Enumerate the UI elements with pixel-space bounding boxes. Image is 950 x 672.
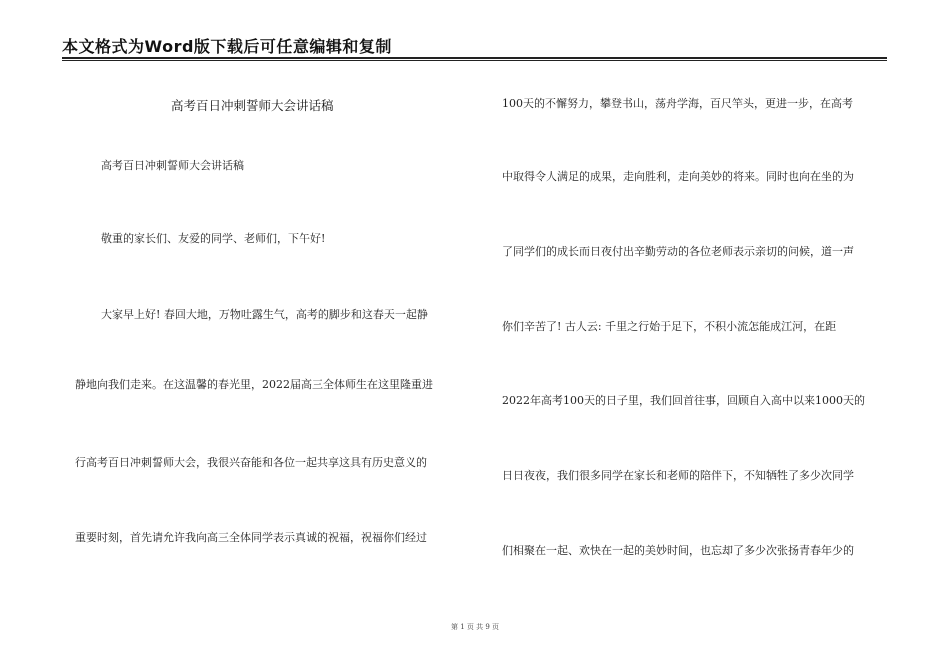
- header-rule: [62, 57, 887, 59]
- left-line-2: 敬重的家长们、友爱的同学、老师们，下午好!: [101, 232, 326, 245]
- document-banner: 本文格式为Word版下载后可任意编辑和复制: [62, 37, 392, 56]
- left-line-1: 高考百日冲刺誓师大会讲话稿: [101, 159, 244, 172]
- right-line-2: 中取得令人满足的成果，走向胜利，走向美妙的将来。同时也向在坐的为: [502, 170, 854, 183]
- right-line-3: 了同学们的成长而日夜付出辛勤劳动的各位老师表示亲切的问候，道一声: [502, 245, 854, 258]
- left-line-3: 大家早上好! 春回大地，万物吐露生气，高考的脚步和这春天一起静: [101, 308, 428, 321]
- right-line-1: 100天的不懈努力，攀登书山，荡舟学海，百尺竿头，更进一步，在高考: [502, 97, 853, 110]
- right-line-7: 们相聚在一起、欢快在一起的美妙时间，也忘却了多少次张扬青春年少的: [502, 544, 854, 557]
- left-line-5: 行高考百日冲刺誓师大会，我很兴奋能和各位一起共享这具有历史意义的: [75, 456, 427, 469]
- right-line-6: 日日夜夜，我们很多同学在家长和老师的陪伴下，不知牺牲了多少次同学: [502, 469, 854, 482]
- document-title: 高考百日冲刺誓师大会讲话稿: [171, 98, 334, 113]
- header-rule-thin: [62, 60, 887, 61]
- left-line-4: 静地向我们走来。在这温馨的春光里，2022届高三全体师生在这里隆重进: [75, 378, 433, 391]
- right-line-5: 2022年高考100天的日子里，我们回首往事，回顾自入高中以来1000天的: [502, 394, 865, 407]
- right-line-4: 你们辛苦了! 古人云: 千里之行始于足下，不积小流怎能成江河，在距: [502, 320, 837, 333]
- page-number: 第 1 页 共 9 页: [450, 623, 500, 631]
- left-line-6: 重要时刻，首先请允许我向高三全体同学表示真诚的祝福，祝福你们经过: [75, 531, 427, 544]
